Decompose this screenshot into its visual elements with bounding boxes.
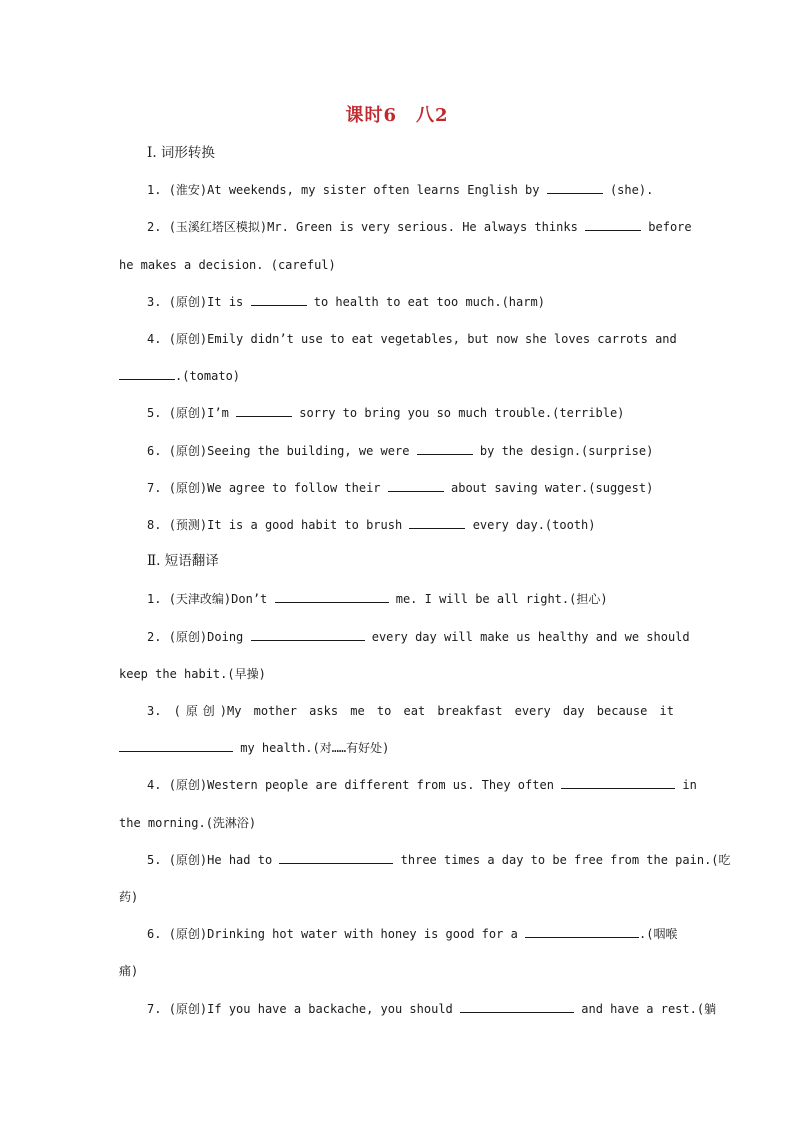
exercise-2-6-continued: 痛) [119, 964, 139, 978]
exercise-2-7 [147, 1001, 717, 1017]
item-source: (原创) [168, 332, 208, 346]
item-text: Drinking hot water with honey is good for a [207, 927, 518, 941]
exercise-1-4 [147, 331, 677, 347]
item-text: Western people are different from us. They often [207, 778, 554, 792]
item-number: 4. [147, 332, 162, 346]
answer-blank[interactable] [279, 852, 393, 864]
item-number: 8. [147, 518, 162, 532]
item-text: Mr. Green is very serious. He always thinks [267, 220, 578, 234]
item-text-after: (she). [609, 183, 654, 197]
item-text-after: in [682, 778, 697, 792]
item-source: (原创) [173, 704, 227, 718]
item-text: My mother asks me to eat breakfast every day because it [227, 704, 674, 718]
item-text-after: to health to eat too much.(harm) [313, 295, 545, 309]
exercise-1-2 [147, 219, 692, 235]
item-text: Doing [207, 630, 244, 644]
item-text-after: every day will make us healthy and we should [371, 630, 690, 644]
exercise-2-4-continued: the morning.(洗淋浴) [119, 816, 257, 830]
item-number: 3. [147, 704, 162, 718]
item-source: (玉溪红塔区模拟) [168, 220, 268, 234]
item-text: Emily didn’t use to eat vegetables, but now she loves carrots and [207, 332, 677, 346]
answer-blank[interactable] [275, 591, 389, 603]
exercise-2-1 [147, 591, 608, 607]
answer-blank[interactable] [409, 517, 465, 529]
item-text-after: before [648, 220, 692, 234]
exercise-1-1 [147, 182, 653, 198]
item-source: (原创) [168, 778, 208, 792]
item-number: 4. [147, 778, 162, 792]
item-source: (预测) [168, 518, 208, 532]
item-text-after: every day.(tooth) [472, 518, 596, 532]
exercise-1-4-continued [119, 368, 240, 384]
exercise-2-5 [147, 852, 731, 868]
answer-blank[interactable] [236, 405, 292, 417]
item-text: At weekends, my sister often learns English by [207, 183, 540, 197]
item-number: 6. [147, 444, 162, 458]
exercise-1-5 [147, 405, 624, 421]
item-source: (原创) [168, 406, 208, 420]
item-number: 5. [147, 853, 162, 867]
answer-blank[interactable] [525, 926, 639, 938]
item-number: 7. [147, 1002, 162, 1016]
item-number: 1. [147, 592, 162, 606]
section-heading-phrase-translation: Ⅱ. 短语翻译 [147, 553, 219, 569]
item-text: It is [207, 295, 244, 309]
item-text: Seeing the building, we were [207, 444, 410, 458]
exercise-1-7 [147, 480, 653, 496]
item-source: (原创) [168, 444, 208, 458]
item-text-after: .(咽喉 [639, 927, 678, 941]
answer-blank[interactable] [417, 443, 473, 455]
page-title: 课时6 八2 [345, 105, 449, 126]
item-number: 1. [147, 183, 162, 197]
answer-blank[interactable] [460, 1001, 574, 1013]
answer-blank[interactable] [251, 629, 365, 641]
exercise-1-6 [147, 443, 653, 459]
item-text: It is a good habit to brush [207, 518, 403, 532]
answer-blank[interactable] [388, 480, 444, 492]
item-number: 5. [147, 406, 162, 420]
item-text-after: about saving water.(suggest) [451, 481, 654, 495]
answer-blank[interactable] [251, 294, 307, 306]
item-source: (淮安) [168, 183, 208, 197]
item-source: (原创) [168, 927, 208, 941]
item-number: 3. [147, 295, 162, 309]
item-number: 6. [147, 927, 162, 941]
item-text-after: me. I will be all right.(担心) [395, 592, 608, 606]
answer-blank[interactable] [119, 368, 175, 380]
answer-blank[interactable] [561, 777, 675, 789]
item-source: (原创) [168, 853, 208, 867]
exercise-2-5-continued: 药) [119, 890, 139, 904]
answer-blank[interactable] [119, 740, 233, 752]
item-source: (原创) [168, 630, 208, 644]
item-number: 7. [147, 481, 162, 495]
item-text-after: my health.(对……有好处) [240, 741, 390, 755]
item-text: If you have a backache, you should [207, 1002, 453, 1016]
exercise-2-4 [147, 777, 697, 793]
exercise-1-3 [147, 294, 545, 310]
item-text: I’m [207, 406, 229, 420]
item-text: Don’t [231, 592, 268, 606]
item-number: 2. [147, 220, 162, 234]
exercise-2-2 [147, 629, 690, 645]
item-text: We agree to follow their [207, 481, 381, 495]
item-text: He had to [207, 853, 273, 867]
exercise-1-2-continued: he makes a decision. (careful) [119, 258, 336, 272]
section-heading-word-forms: Ⅰ. 词形转换 [147, 145, 215, 161]
item-text-after: and have a rest.(躺 [581, 1002, 717, 1016]
answer-blank[interactable] [585, 219, 641, 231]
item-text-after: three times a day to be free from the pain.(吃 [400, 853, 731, 867]
item-number: 2. [147, 630, 162, 644]
exercise-2-2-continued: keep the habit.(早操) [119, 667, 266, 681]
answer-blank[interactable] [547, 182, 603, 194]
item-text-after: sorry to bring you so much trouble.(terrible) [299, 406, 625, 420]
exercise-1-8 [147, 517, 596, 533]
exercise-2-3-continued [119, 740, 389, 756]
item-source: (原创) [168, 481, 208, 495]
item-text-after: .(tomato) [175, 369, 241, 383]
item-source: (天津改编) [168, 592, 232, 606]
item-source: (原创) [168, 295, 208, 309]
item-text-after: by the design.(surprise) [479, 444, 654, 458]
exercise-2-6 [147, 926, 678, 942]
item-source: (原创) [168, 1002, 208, 1016]
exercise-2-3 [147, 703, 674, 719]
